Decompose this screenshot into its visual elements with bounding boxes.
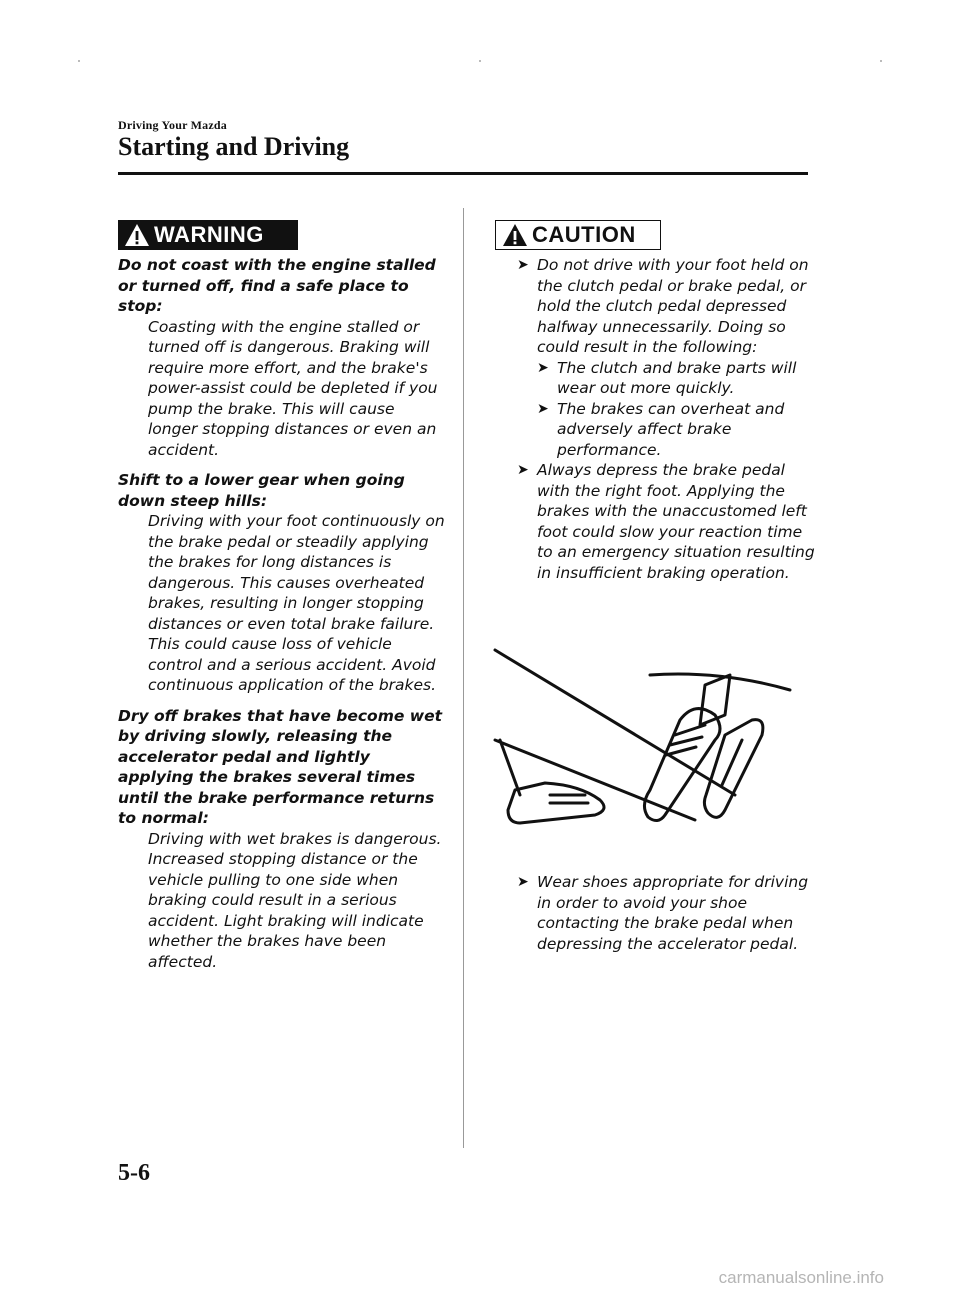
caution-bullet [517, 255, 817, 358]
exclamation-triangle-icon [502, 222, 528, 248]
exclamation-triangle-icon [124, 222, 150, 248]
section-label: Driving Your Mazda [118, 118, 227, 132]
caution-sub-bullet-text: The brakes can overheat and adversely affect brake performance. [557, 399, 785, 459]
warning-heading: Do not coast with the engine stalled or turned off, find a safe place to stop: [118, 256, 436, 315]
arrow-bullet-icon: ➤ [537, 359, 549, 376]
warning-column [118, 255, 448, 982]
caution-sub-bullet [537, 399, 817, 461]
pedal-illustration [490, 645, 800, 840]
watermark: carmanualsonline.info [718, 1268, 884, 1287]
warning-label [118, 220, 298, 250]
caution-label [495, 220, 661, 250]
caution-bullet-text: Always depress the brake pedal with the right foot. Applying the brakes with the unaccustomed left foot could slow your reaction time to an emergency situation resulting in insufficient braking operation. [537, 461, 815, 582]
caution-bottom [517, 872, 817, 954]
caution-sub-bullet [537, 358, 817, 399]
arrow-bullet-icon: ➤ [517, 257, 529, 273]
caution-column [517, 255, 817, 583]
page-title: Starting and Driving [118, 132, 350, 161]
caution-bullet-text: Do not drive with your foot held on the clutch pedal or brake pedal, or hold the clutch pedal depressed halfway unnecessarily. Doing so could result in the following: [537, 256, 809, 356]
warning-body: Coasting with the engine stalled or turned off is dangerous. Braking will require more effort, and the brake's power-assist could be depleted if you pump the brake. This will cause longer stopping distances or even an accident. [148, 317, 438, 459]
crop-mark [479, 60, 481, 62]
arrow-bullet-icon: ➤ [537, 400, 549, 417]
header-rule [118, 172, 808, 175]
caution-bullet [517, 872, 817, 954]
warning-label-text: WARNING [154, 222, 264, 247]
warning-heading: Shift to a lower gear when going down steep hills: [118, 471, 405, 510]
warning-heading: Dry off brakes that have become wet by driving slowly, releasing the accelerator pedal and lightly applying the brakes several times until the brake performance returns to normal: [118, 706, 443, 827]
warning-body: Driving with wet brakes is dangerous. Increased stopping distance or the vehicle pulling to one side when braking could result in a serious accident. Light braking will indicate whether the brakes have been affected. [148, 829, 442, 971]
caution-bullet [517, 460, 817, 583]
caution-label-text: CAUTION [532, 222, 636, 247]
column-divider [463, 208, 464, 1148]
crop-mark [78, 60, 80, 62]
arrow-bullet-icon: ➤ [517, 462, 529, 478]
caution-bullet-text: Wear shoes appropriate for driving in order to avoid your shoe contacting the brake pedal when depressing the accelerator pedal. [537, 873, 809, 953]
warning-body: Driving with your foot continuously on the brake pedal or steadily applying the brakes for long distances is dangerous. This causes overheated brakes, resulting in longer stopping distances or even total brake failure. This could cause loss of vehicle control and a serious accident. Avoid continuous application of the brakes. [148, 512, 445, 694]
page-number: 5-6 [118, 1160, 150, 1186]
crop-mark [880, 60, 882, 62]
arrow-bullet-icon: ➤ [517, 874, 529, 890]
caution-sub-bullet-text: The clutch and brake parts will wear out more quickly. [557, 358, 797, 397]
